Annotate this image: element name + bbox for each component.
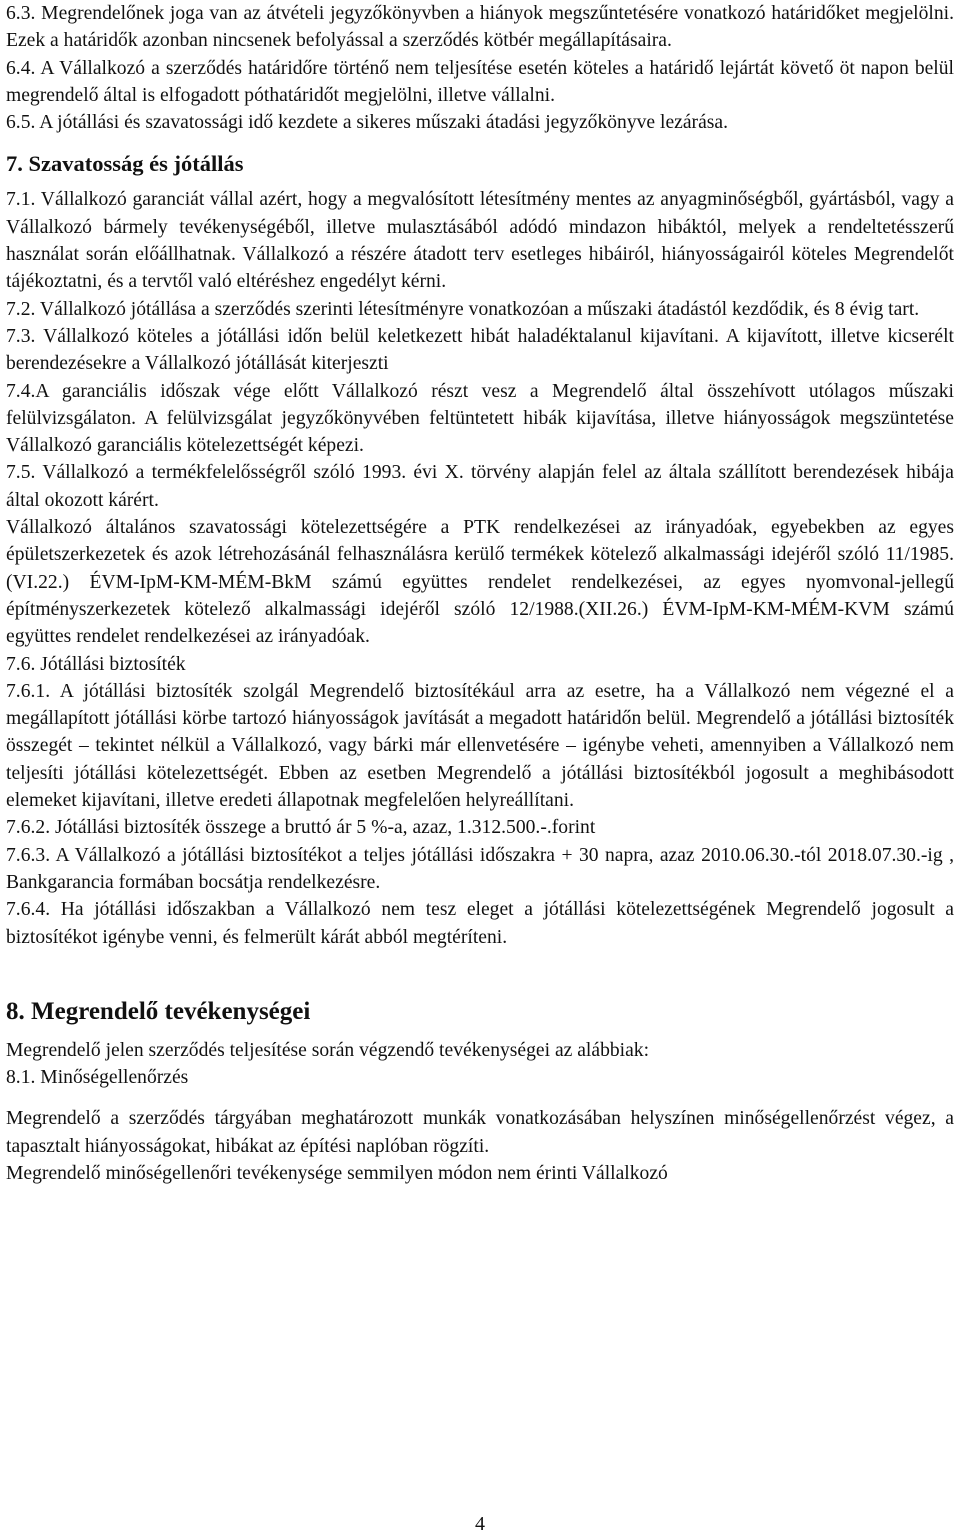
paragraph-7-6-3: 7.6.3. A Vállalkozó a jótállási biztosítékot a teljes jótállási időszakra + 30 napra, azaz 2010.06.30.-tól 2018.07.30.-ig , Bankgarancia formában bocsátja rendelkezésre. [6, 844, 954, 893]
document-page [6, 0, 954, 1187]
paragraph-6-3: 6.3. Megrendelőnek joga van az átvételi jegyzőkönyvben a hiányok megszűntetésére vonatkozó határidőket megjelölni. Ezek a határidők azonban nincsenek befolyással a szerződés kötbér megállapításaira. [6, 3, 954, 52]
section-7-heading: 7. Szavatosság és jótállás [6, 151, 244, 177]
paragraph-7-6-4: 7.6.4. Ha jótállási időszakban a Vállalkozó nem tesz eleget a jótállási kötelezettségének Megrendelő jogosult a biztosítékot igénybe venni, és felmerült kárát abból megtéríteni. [6, 899, 954, 948]
paragraph-8-intro: Megrendelő jelen szerződés teljesítése során végzendő tevékenységei az alábbiak: [6, 1039, 650, 1061]
section-8-heading: 8. Megrendelő tevékenységei [6, 997, 311, 1025]
paragraph-7-4: 7.4.A garanciális időszak vége előtt Vállalkozó részt vesz a Megrendelő által összehívott utólagos műszaki felülvizsgálaton. A felülvizsgálat jegyzőkönyvében feltüntetett hibák kijavítása, illetve hiányosságok megszüntetése Vállalkozó garanciális kötelezettségét képezi. [6, 380, 954, 457]
paragraph-8-1-continued: Megrendelő minőségellenőri tevékenysége semmilyen módon nem érinti Vállalkozó [6, 1162, 668, 1184]
paragraph-7-2: 7.2. Vállalkozó jótállása a szerződés szerinti létesítményre vonatkozóan a műszaki átadástól kezdődik, és 8 évig tart. [6, 298, 920, 320]
paragraph-7-3: 7.3. Vállalkozó köteles a jótállási időn belül keletkezett hibát haladéktalanul kijavítani. A kijavított, illetve kicserélt berendezésekre a Vállalkozó jótállását kiterjeszti [6, 325, 954, 375]
paragraph-6-4: 6.4. A Vállalkozó a szerződés határidőre történő nem teljesítése esetén köteles a határidő lejártát követő öt napon belül megrendelő által is elfogadott póthatáridőt megjelölni, illetve vállalni. [6, 57, 954, 106]
paragraph-7-6-1: 7.6.1. A jótállási biztosíték szolgál Megrendelő biztosítékául arra az esetre, ha a Vállalkozó nem végezné el a megállapított jótállási körbe tartozó hiányosságok javítását a megadott határidőn belül. Megrendelő a jótállási biztosíték összegét – tekintet nélkül a Vállalkozó, vagy bárki már ellenvetésére – igénybe veheti, amennyiben a Vállalkozó nem teljesíti jótállási kötelezettségét. Ebben az esetben Megrendelő a jótállási biztosítékból jogosult a meghibásodott elemeket kijavítani, illetve eredeti állapotnak megfelelően helyreállítani. [6, 680, 954, 812]
paragraph-7-6-title: 7.6. Jótállási biztosíték [6, 653, 186, 675]
spacer [6, 1091, 954, 1105]
paragraph-7-1: 7.1. Vállalkozó garanciát vállal azért, hogy a megvalósított létesítmény mentes az anyagminőségből, gyártásból, vagy a Vállalkozó bármely tevékenységéből, illetve mulasztásából adódó mindazon hibáktól, melyek a rendeltetésszerű használat során előállhatnak. Vállalkozó a részére átadott terv esetleges hibáiról, hiányosságairól köteles Megrendelőt tájékoztatni, és a tervtől való eltéréshez engedélyt kérni. [6, 189, 954, 293]
paragraph-7-5: 7.5. Vállalkozó a termékfelelősségről szóló 1993. évi X. törvény alapján felel az általa szállított berendezések hibája által okozott kárért. [6, 462, 954, 511]
paragraph-8-1-title: 8.1. Minőségellenőrzés [6, 1067, 189, 1089]
paragraph-6-5: 6.5. A jótállási és szavatossági idő kezdete a sikeres műszaki átadási jegyzőkönyve lezárása. [6, 112, 729, 134]
paragraph-7-6-2: 7.6.2. Jótállási biztosíték összege a bruttó ár 5 %-a, azaz, 1.312.500.-.forint [6, 817, 596, 839]
paragraph-8-1-body: Megrendelő a szerződés tárgyában meghatározott munkák vonatkozásában helyszínen minőségellenőrzést végez, a tapasztalt hiányosságokat, hibákat az építési naplóban rögzíti. [6, 1108, 954, 1157]
page-number: 4 [475, 1513, 485, 1535]
paragraph-general-warranty: Vállalkozó általános szavatossági kötelezettségére a PTK rendelkezései az irányadóak, egyebekben az egyes épületszerkezetek és azok létrehozásánál felhasználásra kerülő termékek kötelező alkalmassági idejéről szóló 11/1985. (VI.22.) ÉVM-IpM-KM-MÉM-BkM számú együttes rendelet rendelkezései, az egyes nyomvonal-jellegű építményszerkezetek kötelező alkalmassági idejéről szóló 12/1988.(XII.26.) ÉVM-IpM-KM-MÉM-KVM számú együttes rendelet rendelkezései az irányadóak. [6, 517, 954, 648]
